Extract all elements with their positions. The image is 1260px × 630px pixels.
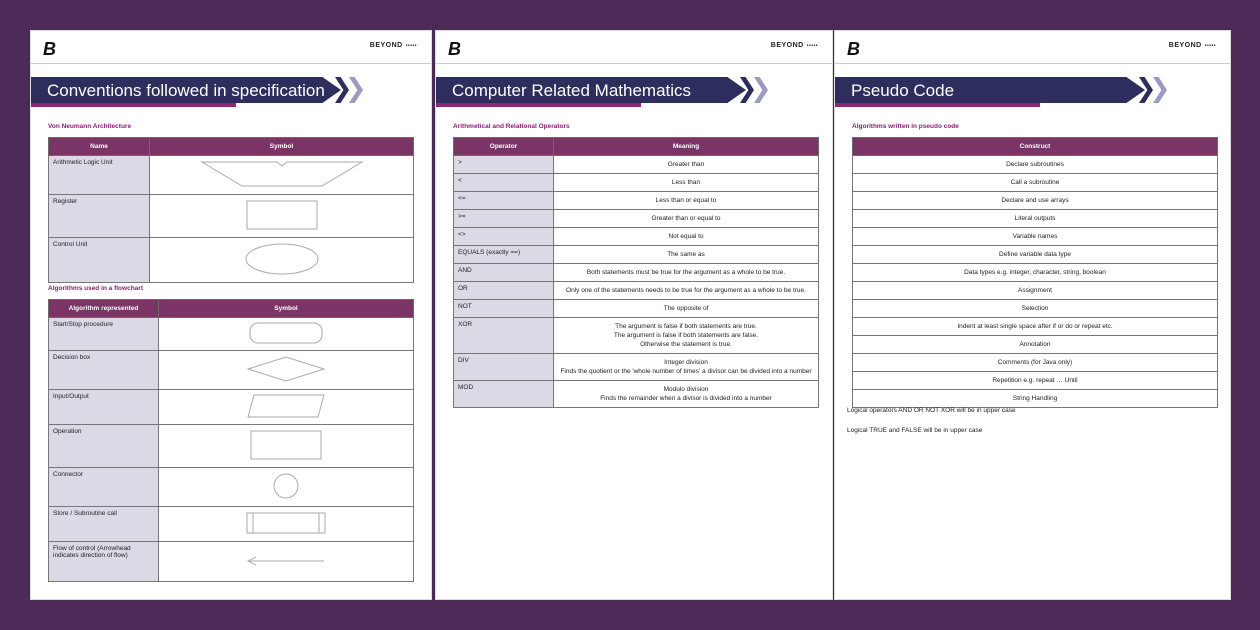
title-banner: [835, 77, 1165, 105]
table-row: [853, 354, 1218, 372]
rounded-rect-icon: [159, 318, 414, 351]
table-row: [454, 192, 819, 210]
construct-cell: Assignment: [853, 282, 1218, 300]
brand-tag: •••••: [1204, 43, 1216, 49]
table-row: [454, 264, 819, 282]
meaning-cell: [554, 354, 819, 381]
table-row: [454, 210, 819, 228]
operator-cell: <=: [454, 192, 554, 210]
chevron-icon: [754, 77, 768, 103]
meaning-cell: [554, 228, 819, 246]
table-row: [454, 156, 819, 174]
table-row: [49, 238, 414, 283]
construct-cell: Annotation: [853, 336, 1218, 354]
column-header: Construct: [853, 138, 1218, 156]
construct-cell: Define variable data type: [853, 246, 1218, 264]
column-header: Name: [49, 138, 150, 156]
beyond-logo: B: [847, 39, 860, 59]
table-row: [853, 282, 1218, 300]
meaning-text: Less than or equal to: [655, 197, 717, 204]
data-table: [48, 137, 414, 283]
table-header: [853, 138, 1218, 156]
meaning-text: Integer division: [664, 359, 708, 366]
diamond-icon: [159, 351, 414, 390]
row-label: Store / Subroutine call: [49, 507, 159, 542]
brand-label: BEYOND: [770, 42, 804, 49]
row-label: Operation: [49, 425, 159, 468]
table-row: [454, 381, 819, 408]
data-table: [453, 137, 819, 408]
operator-cell: AND: [454, 264, 554, 282]
operator-cell: OR: [454, 282, 554, 300]
row-label: Decision box: [49, 351, 159, 390]
table-row: [49, 507, 414, 542]
table-row: [454, 246, 819, 264]
row-label: Connector: [49, 468, 159, 507]
table-row: [853, 210, 1218, 228]
chevron-icon: [1153, 77, 1167, 103]
construct-cell: Comments (for Java only): [853, 354, 1218, 372]
meaning-text: The argument is false if both statements are false.: [613, 332, 759, 339]
document-page: [834, 30, 1231, 600]
table-row: [853, 372, 1218, 390]
ellipse-icon: [150, 238, 414, 283]
meaning-text: Greater than or equal to: [651, 215, 721, 222]
section-label: Arithmetical and Relational Operators: [453, 123, 570, 130]
operator-cell: <>: [454, 228, 554, 246]
table-row: [853, 390, 1218, 408]
table-row: [49, 542, 414, 582]
beyond-logo: B: [448, 39, 461, 59]
header-divider: [835, 63, 1230, 64]
table-row: [454, 300, 819, 318]
table-row: [49, 351, 414, 390]
data-table: [852, 137, 1218, 408]
document-page: [435, 30, 833, 600]
meaning-cell: [554, 318, 819, 354]
table-row: [49, 425, 414, 468]
page-title: Pseudo Code: [851, 81, 955, 100]
beyond-logo: B: [43, 39, 56, 59]
meaning-text: The argument is false if both statements are true.: [615, 323, 757, 330]
operator-cell: <: [454, 174, 554, 192]
brand-name: [1169, 42, 1216, 49]
construct-cell: Declare and use arrays: [853, 192, 1218, 210]
operator-cell: XOR: [454, 318, 554, 354]
table-row: [853, 192, 1218, 210]
header-divider: [436, 63, 832, 64]
brand-label: BEYOND: [1168, 42, 1202, 49]
alu-shape-icon: [150, 156, 414, 195]
table-row: [49, 156, 414, 195]
table-row: [853, 264, 1218, 282]
column-header: Symbol: [159, 300, 414, 318]
construct-cell: Data types e.g. integer, character, string, boolean: [853, 264, 1218, 282]
meaning-text: The same as: [667, 251, 705, 258]
brand-name: [370, 42, 417, 49]
parallelogram-icon: [159, 390, 414, 425]
operator-cell: DIV: [454, 354, 554, 381]
table-row: [853, 318, 1218, 336]
footnote: Logical TRUE and FALSE will be in upper case: [847, 427, 983, 434]
table-row: [49, 195, 414, 238]
construct-cell: Literal outputs: [853, 210, 1218, 228]
operator-cell: >=: [454, 210, 554, 228]
brand-tag: •••••: [806, 43, 818, 49]
section-label: Von Neumann Architecture: [48, 123, 132, 130]
meaning-cell: [554, 381, 819, 408]
table-row: [454, 228, 819, 246]
table-row: [454, 174, 819, 192]
meaning-text: Finds the remainder when a divisor is divided into a number: [600, 395, 772, 402]
meaning-cell: [554, 192, 819, 210]
table-row: [853, 174, 1218, 192]
table-row: [454, 354, 819, 381]
column-header: Meaning: [554, 138, 819, 156]
construct-cell: Variable names: [853, 228, 1218, 246]
column-header: Algorithm represented: [49, 300, 159, 318]
meaning-text: Finds the quotient or the 'whole number of times' a divisor can be divided into a number: [560, 368, 812, 375]
meaning-text: Otherwise the statement is true.: [640, 341, 732, 348]
meaning-cell: [554, 300, 819, 318]
construct-cell: Indent at least single space after if or do or repeat etc.: [853, 318, 1218, 336]
row-label: Control Unit: [49, 238, 150, 283]
data-table: [48, 299, 414, 582]
meaning-cell: [554, 156, 819, 174]
row-label: Flow of control (Arrowhead indicates direction of flow): [49, 542, 159, 582]
document-page: [30, 30, 432, 600]
column-header: Symbol: [150, 138, 414, 156]
table-row: [853, 336, 1218, 354]
table-row: [49, 318, 414, 351]
operator-cell: >: [454, 156, 554, 174]
construct-cell: Selection: [853, 300, 1218, 318]
subroutine-icon: [159, 507, 414, 542]
arrow-left-icon: [159, 542, 414, 582]
brand-label: BEYOND: [369, 42, 403, 49]
meaning-text: Only one of the statements needs to be true for the argument as a whole to be true.: [566, 287, 806, 294]
section-label: Algorithms used in a flowchart: [48, 285, 143, 292]
meaning-text: The opposite of: [663, 305, 709, 312]
operator-cell: MOD: [454, 381, 554, 408]
brand-tag: •••••: [405, 43, 417, 49]
construct-cell: Call a subroutine: [853, 174, 1218, 192]
table-row: [454, 318, 819, 354]
footnote: Logical operators AND OR NOT XOR will be in upper case: [847, 407, 1016, 414]
rectangle-icon: [150, 195, 414, 238]
meaning-cell: [554, 282, 819, 300]
meaning-cell: [554, 174, 819, 192]
rectangle-icon: [159, 425, 414, 468]
meaning-text: Less than: [671, 179, 701, 186]
meaning-text: Greater than: [667, 161, 705, 168]
operator-cell: EQUALS (exactly ==): [454, 246, 554, 264]
chevron-icon: [349, 77, 363, 103]
row-label: Input/Output: [49, 390, 159, 425]
operator-cell: NOT: [454, 300, 554, 318]
page-title: Computer Related Mathematics: [452, 81, 692, 100]
column-header: Operator: [454, 138, 554, 156]
meaning-cell: [554, 210, 819, 228]
meaning-cell: [554, 246, 819, 264]
row-label: Start/Stop procedure: [49, 318, 159, 351]
title-banner: [436, 77, 766, 105]
table-header: [454, 138, 819, 156]
header-divider: [31, 63, 431, 64]
meaning-text: Both statements must be true for the argument as a whole to be true.: [586, 269, 786, 276]
row-label: Register: [49, 195, 150, 238]
table-row: [853, 228, 1218, 246]
table-row: [454, 282, 819, 300]
circle-icon: [159, 468, 414, 507]
table-row: [853, 156, 1218, 174]
construct-cell: Declare subroutines: [853, 156, 1218, 174]
table-row: [853, 246, 1218, 264]
title-banner: [31, 77, 361, 105]
table-row: [49, 390, 414, 425]
section-label: Algorithms written in pseudo code: [852, 123, 959, 130]
table-header: [49, 300, 414, 318]
row-label: Arithmetic Logic Unit: [49, 156, 150, 195]
construct-cell: String Handling: [853, 390, 1218, 408]
brand-name: [771, 42, 818, 49]
meaning-cell: [554, 264, 819, 282]
meaning-text: Not equal to: [668, 233, 704, 240]
meaning-text: Modulo division: [663, 386, 709, 393]
table-row: [49, 468, 414, 507]
page-title: Conventions followed in specification: [47, 81, 325, 100]
table-header: [49, 138, 414, 156]
construct-cell: Repetition e.g. repeat … Until: [853, 372, 1218, 390]
table-row: [853, 300, 1218, 318]
